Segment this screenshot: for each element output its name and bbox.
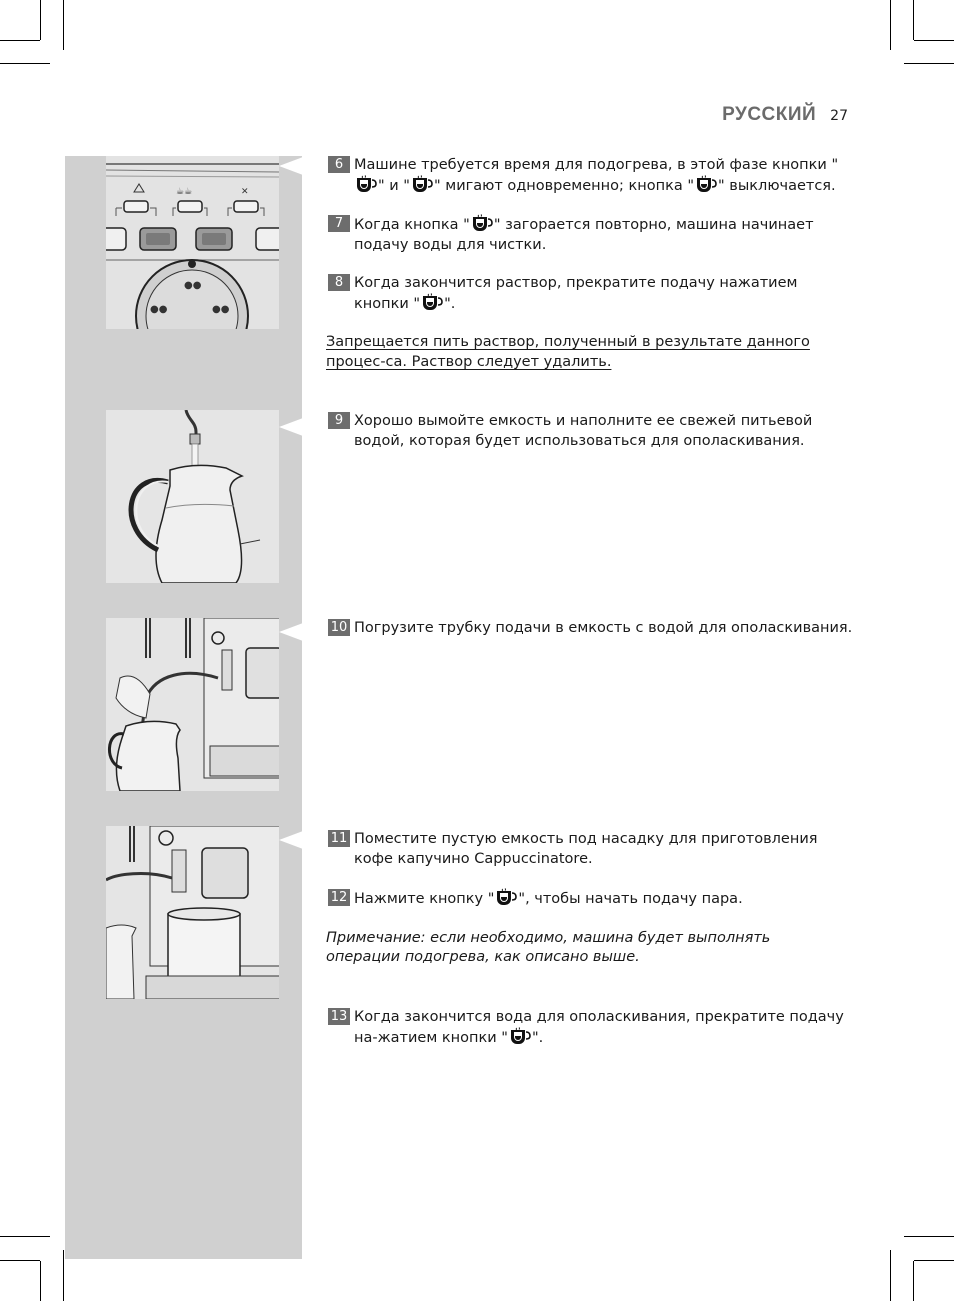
- step-number: 10: [328, 619, 350, 636]
- step-text: Когда закончится вода для ополаскивания, прекратите подачу на-жатием кнопки ": [354, 1009, 844, 1046]
- illustration-empty-container: [106, 826, 279, 999]
- cup-with-steam-icon: [471, 214, 493, 233]
- step-number: 12: [328, 889, 350, 906]
- cup-with-steam-icon: [695, 175, 717, 194]
- svg-text:●●: ●●: [150, 304, 168, 315]
- crop-mark: [63, 0, 64, 50]
- step-text: Машине требуется время для подогрева, в этой фазе кнопки ": [354, 157, 839, 173]
- step-8: [326, 273, 854, 314]
- step-text: " выключается.: [718, 178, 836, 194]
- crop-mark: [40, 1261, 41, 1301]
- step-number: 13: [328, 1008, 350, 1025]
- crop-mark: [890, 1250, 891, 1301]
- step-9: [326, 411, 854, 451]
- step-text: " и ": [378, 178, 410, 194]
- step-text: Когда закончится раствор, прекратите подачу нажатием кнопки ": [354, 275, 798, 312]
- crop-mark: [913, 1261, 914, 1301]
- sidebar-notch: [279, 418, 303, 436]
- step-number: 11: [328, 830, 350, 847]
- step-text: ".: [531, 1030, 544, 1046]
- step-number: 8: [328, 274, 350, 291]
- step-text: Хорошо вымойте емкость и наполните ее свежей питьевой водой, которая будет использоваться для ополаскивания.: [354, 413, 813, 449]
- step-text: Когда кнопка ": [354, 217, 470, 233]
- step-number: 6: [328, 156, 350, 173]
- illustration-immerse-pipe: [106, 618, 279, 791]
- crop-mark: [904, 63, 954, 64]
- step-6: [326, 155, 854, 196]
- svg-text:●●: ●●: [212, 304, 230, 315]
- step-13: [326, 1007, 854, 1048]
- crop-mark: [0, 1260, 40, 1261]
- note-text: Примечание: если необходимо, машина будет выполнять операции подогрева, как описано выше.: [326, 930, 771, 965]
- crop-mark: [63, 1250, 64, 1301]
- step-text: ", чтобы начать подачу пара.: [518, 891, 743, 907]
- cup-with-steam-icon: [355, 175, 377, 194]
- step-10: [326, 618, 854, 638]
- crop-mark: [40, 0, 41, 40]
- crop-mark: [0, 1236, 50, 1237]
- crop-mark: [914, 40, 954, 41]
- step-7: [326, 214, 854, 255]
- crop-mark: [904, 1236, 954, 1237]
- crop-mark: [0, 40, 40, 41]
- crop-mark: [914, 1260, 954, 1261]
- sidebar-notch: [279, 623, 303, 641]
- warning-body: Запрещается пить раствор, полученный в результате данного процес-са. Раствор следует удалить.: [326, 334, 810, 370]
- step-text: " загорается повторно, машина начинает подачу воды для чистки.: [354, 217, 814, 253]
- cup-with-steam-icon: [495, 888, 517, 907]
- crop-mark: [890, 0, 891, 50]
- step-12: [326, 888, 854, 909]
- step-text: ".: [444, 296, 456, 312]
- illustration-jug-filling: [106, 410, 279, 583]
- page-header: [722, 104, 848, 126]
- cup-with-steam-icon: [509, 1027, 531, 1046]
- step-11: [326, 829, 854, 869]
- cup-with-steam-icon: [421, 293, 443, 312]
- warning-text: [326, 332, 846, 372]
- svg-text:●●: ●●: [184, 280, 202, 291]
- crop-mark: [913, 0, 914, 40]
- step-text: Погрузите трубку подачи в емкость с водой для ополаскивания.: [354, 620, 853, 636]
- sidebar-notch: [279, 831, 303, 849]
- step-text: " мигают одновременно; кнопка ": [433, 178, 695, 194]
- step-text: Нажмите кнопку ": [354, 891, 495, 907]
- svg-text:✕: ✕: [241, 187, 249, 197]
- language-label: РУССКИЙ: [722, 104, 817, 125]
- crop-mark: [0, 63, 50, 64]
- sidebar-notch: [279, 157, 303, 175]
- step-text: Поместите пустую емкость под насадку для приготовления кофе капучино Cappuccinatore.: [354, 831, 818, 867]
- step-number: 9: [328, 412, 350, 429]
- cup-with-steam-icon: [411, 175, 433, 194]
- illustration-control-panel: [106, 156, 279, 329]
- svg-text:☕☕: ☕☕: [176, 187, 193, 197]
- step-number: 7: [328, 215, 350, 232]
- page-number: 27: [830, 108, 848, 124]
